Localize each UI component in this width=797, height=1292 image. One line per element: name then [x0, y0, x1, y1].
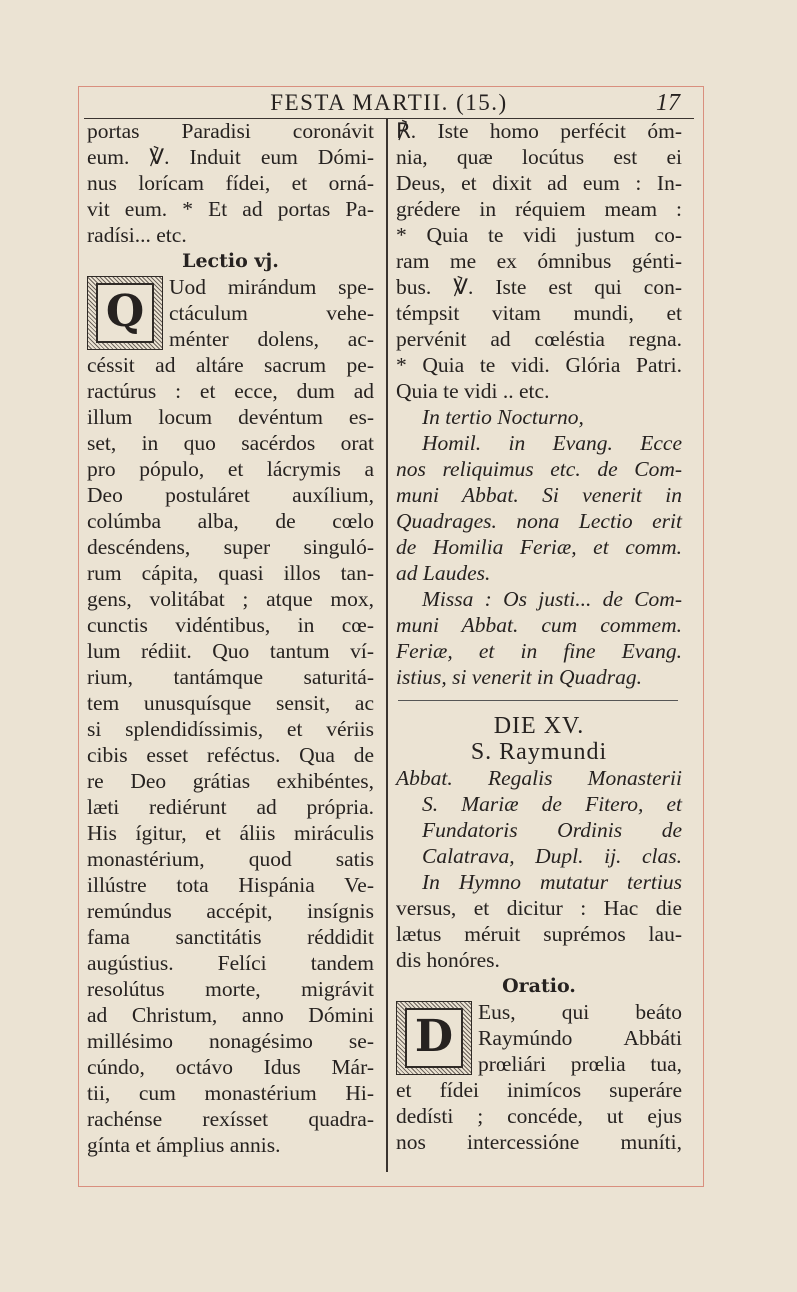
text-line: prœliári prœlia tua, [478, 1052, 682, 1076]
text-line: lum rédiit. Quo tantum ví- [87, 639, 374, 663]
text-line: His ígitur, et áliis miráculis [87, 821, 374, 845]
text-line: ménter dolens, ac- [169, 327, 374, 351]
text-line: ctáculum vehe- [169, 301, 374, 325]
text-line: pro pópulo, et lácrymis a [87, 457, 374, 481]
text-line: portas Paradisi coronávit [87, 119, 374, 143]
decorated-initial [396, 1001, 472, 1075]
text-line: ad Christum, anno Dómini [87, 1003, 374, 1027]
text-line: læti rediérunt ad própria. [87, 795, 374, 819]
text-line: rachénse rexísset quadra- [87, 1107, 374, 1131]
text-line: dedísti ; concéde, ut ejus [396, 1104, 682, 1128]
text-line: témpsit vitam mundi, et [396, 301, 682, 325]
text-line: dis honóres. [396, 948, 500, 972]
rubric-line: muni Abbat. Si venerit in [396, 483, 682, 507]
rubric-line: ad Laudes. [396, 561, 491, 585]
decorated-initial [87, 276, 163, 350]
initial-paragraph [396, 999, 682, 1077]
left-column [87, 118, 374, 1158]
text-line: nos intercessióne muníti, [396, 1130, 682, 1154]
text-line: Raymúndo Abbáti [478, 1026, 682, 1050]
rubric-line: Missa : Os justi... de Com- [422, 587, 682, 611]
rubric-line: Feriæ, et in fine Evang. [396, 639, 682, 663]
text-line: si splendidíssimis, et vériis [87, 717, 374, 741]
text-line: colúmba alba, de cœlo [87, 509, 374, 533]
text-line: lætus méruit suprémos lau- [396, 922, 682, 946]
text-line: nia, quæ locútus est ei [396, 145, 682, 169]
text-line: * Quia te vidi justum co- [396, 223, 682, 247]
text-line: versus, et dicitur : Hac die [396, 896, 682, 920]
text-line: pervénit ad cœléstia regna. [396, 327, 682, 351]
rubric-line: de Homilia Feriæ, et comm. [396, 535, 682, 559]
rubric-line: Calatrava, Dupl. ij. clas. [422, 844, 682, 868]
text-line: nus lorícam fídei, et orná- [87, 171, 374, 195]
initial-paragraph [87, 274, 374, 352]
rubric-line: Abbat. Regalis Monasterii [396, 766, 682, 790]
section-separator [398, 700, 678, 701]
rubric-line: Quadrages. nona Lectio erit [396, 509, 682, 533]
page-header [84, 88, 694, 119]
text-line: millésimo nonagésimo se- [87, 1029, 374, 1053]
rubric-line: istius, si venerit in Quadrag. [396, 665, 643, 689]
text-line: ractúrus : et ecce, dum ad [87, 379, 374, 403]
text-line: rum cápita, quasi illos tan- [87, 561, 374, 585]
text-line: gens, volitábat ; atque mox, [87, 587, 374, 611]
right-column [396, 118, 682, 1155]
page-number: 17 [656, 90, 680, 116]
rubric-line: S. Mariæ de Fitero, et [422, 792, 682, 816]
initial-letter: Q [96, 283, 154, 343]
text-line: ℟. Iste homo perfécit óm- [396, 119, 682, 143]
column-divider [386, 118, 388, 1172]
text-line: Eus, qui beáto [478, 1000, 682, 1024]
text-line: monastérium, quod satis [87, 847, 374, 871]
text-line: cibis esset reféctus. Qua de [87, 743, 374, 767]
text-line: vit eum. * Et ad portas Pa- [87, 197, 374, 221]
text-line: gínta et ámplius annis. [87, 1133, 281, 1157]
saint-heading: S. Raymundi [470, 739, 608, 765]
lectio-heading: Lectio vj. [182, 250, 279, 272]
text-line: cúndo, octávo Idus Már- [87, 1055, 374, 1079]
text-line: radísi... etc. [87, 223, 187, 247]
text-line: Deo postuláret auxílium, [87, 483, 374, 507]
text-line: cunctis vidéntibus, in cœ- [87, 613, 374, 637]
text-line: augústius. Felíci tandem [87, 951, 374, 975]
text-line: céssit ad altáre sacrum pe- [87, 353, 374, 377]
rubric-line: In tertio Nocturno, [422, 405, 584, 429]
text-line: * Quia te vidi. Glória Patri. [396, 353, 682, 377]
text-line: Quia te vidi .. etc. [396, 379, 550, 403]
text-line: descéndens, super singuló- [87, 535, 374, 559]
text-line: rium, tantámque saturitá- [87, 665, 374, 689]
text-line: bus. ℣. Iste est qui con- [396, 275, 682, 299]
text-line: re Deo grátias exhibéntes, [87, 769, 374, 793]
die-heading: DIE XV. [493, 713, 585, 739]
rubric-line: nos reliquimus etc. de Com- [396, 457, 682, 481]
text-line: remúndus accépit, insígnis [87, 899, 374, 923]
rubric-line: Fundatoris Ordinis de [422, 818, 682, 842]
text-line: et fídei inimícos superáre [396, 1078, 682, 1102]
oratio-heading: Oratio. [502, 975, 576, 997]
text-line: tii, cum monastérium Hi- [87, 1081, 374, 1105]
text-line: grédere in réquiem meam : [396, 197, 682, 221]
rubric-line: In Hymno mutatur tertius [422, 870, 682, 894]
text-line: eum. ℣. Induit eum Dómi- [87, 145, 374, 169]
rubric-line: Homil. in Evang. Ecce [422, 431, 682, 455]
text-line: Deus, et dixit ad eum : In- [396, 171, 682, 195]
running-title: FESTA MARTII. (15.) [270, 90, 508, 115]
text-line: tem unusquísque sensit, ac [87, 691, 374, 715]
text-line: resolútus morte, migrávit [87, 977, 374, 1001]
text-line: fama sanctitátis réddidit [87, 925, 374, 949]
text-line: illum locum devéntum es- [87, 405, 374, 429]
rubric-line: muni Abbat. cum commem. [396, 613, 682, 637]
text-line: illústre tota Hispánia Ve- [87, 873, 374, 897]
initial-letter: D [405, 1008, 463, 1068]
text-line: Uod mirándum spe- [169, 275, 374, 299]
text-line: set, in quo sacérdos orat [87, 431, 374, 455]
text-line: ram me ex ómnibus génti- [396, 249, 682, 273]
